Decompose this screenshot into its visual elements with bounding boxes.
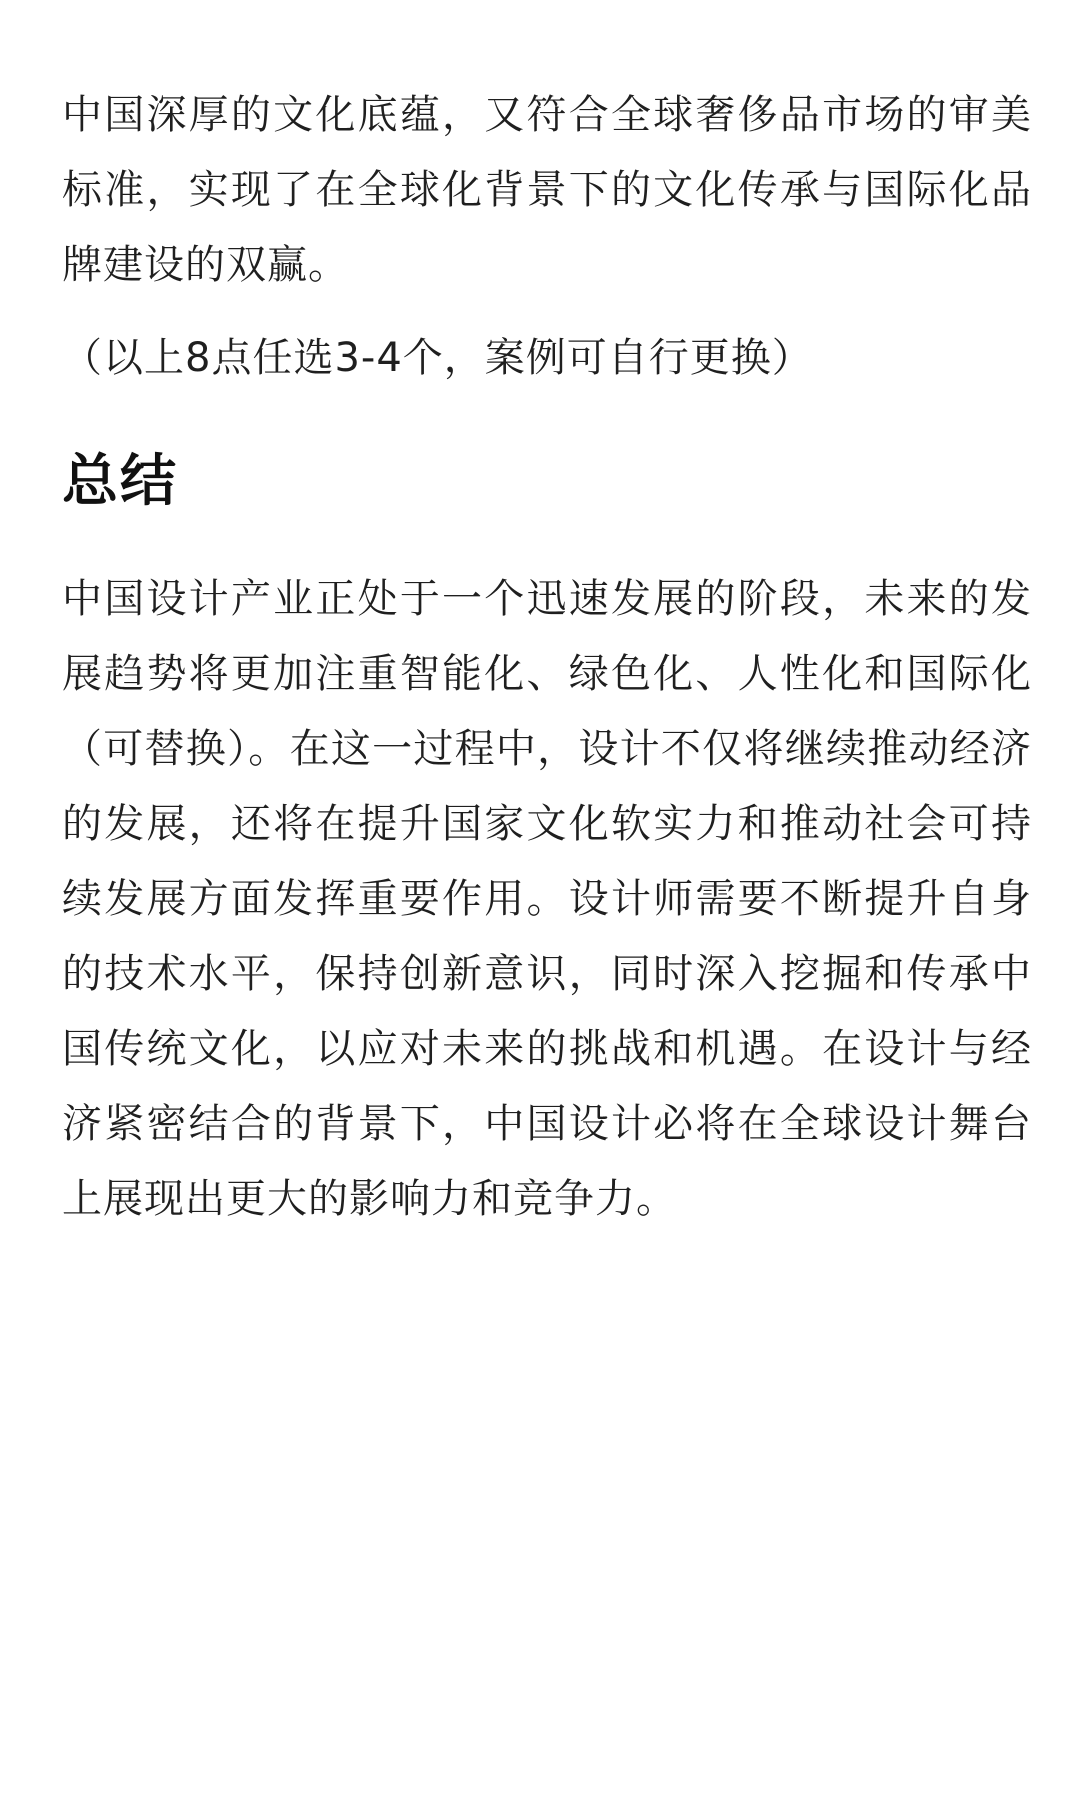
section-heading-summary: 总结 (62, 449, 178, 514)
summary-paragraph: 中国设计产业正处于一个迅速发展的阶段，未来的发展趋势将更加注重智能化、绿色化、人性化和国际化（可替换）。在这一过程中，设计不仅将继续推动经济的发展，还将在提升国家文化软实力和推动社会可持续发展方面发挥重要作用。设计师需要不断提升自身的技术水平，保持创新意识，同时深入挖掘和传承中国传统文化，以应对未来的挑战和机遇。在设计与经济紧密结合的背景下，中国设计必将在全球设计舞台上展现出更大的影响力和竞争力。 (62, 576, 1032, 1222)
selection-note: （以上8点任选3-4个，案例可自行更换） (62, 335, 813, 381)
intro-paragraph: 中国深厚的文化底蕴，又符合全球奢侈品市场的审美标准，实现了在全球化背景下的文化传承与国际化品牌建设的双赢。 (62, 92, 1032, 288)
article-content (62, 78, 1032, 1237)
